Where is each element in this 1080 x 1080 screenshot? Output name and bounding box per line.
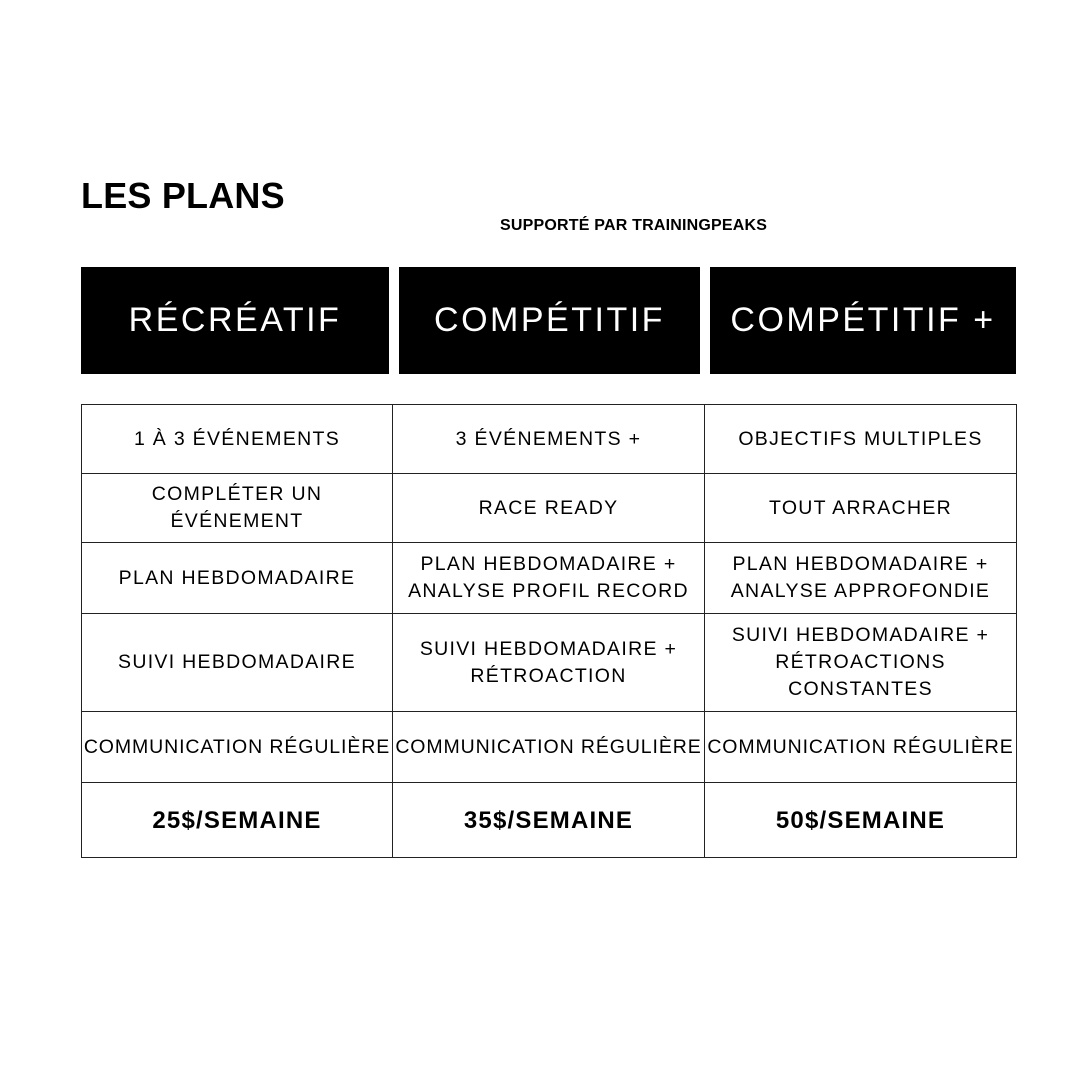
- table-row-plan: [82, 543, 1017, 614]
- table-row-price: [82, 783, 1017, 858]
- cell-competitif-events: 3 ÉVÉNEMENTS +: [393, 405, 705, 474]
- plan-header-competitif-plus: COMPÉTITIF +: [710, 267, 1016, 374]
- cell-competitif-plan: PLAN HEBDOMADAIRE + ANALYSE PROFIL RECORD: [393, 543, 705, 614]
- table-row-follow-up: [82, 614, 1017, 712]
- cell-recreatif-events: 1 À 3 ÉVÉNEMENTS: [82, 405, 393, 474]
- table-row-events: [82, 405, 1017, 474]
- supported-by-label: SUPPORTÉ PAR TRAININGPEAKS: [500, 217, 768, 234]
- cell-competitif-plus-plan: PLAN HEBDOMADAIRE + ANALYSE APPROFONDIE: [705, 543, 1017, 614]
- page-title: LES PLANS: [81, 175, 285, 216]
- plans-comparison-table: [81, 404, 1017, 858]
- cell-recreatif-goal: COMPLÉTER UN ÉVÉNEMENT: [82, 474, 393, 543]
- plan-header-recreatif: RÉCRÉATIF: [81, 267, 389, 374]
- cell-recreatif-follow-up: SUIVI HEBDOMADAIRE: [82, 614, 393, 712]
- cell-competitif-follow-up: SUIVI HEBDOMADAIRE + RÉTROACTION: [393, 614, 705, 712]
- cell-recreatif-communication: COMMUNICATION RÉGULIÈRE: [82, 712, 393, 783]
- cell-recreatif-plan: PLAN HEBDOMADAIRE: [82, 543, 393, 614]
- table-row-communication: [82, 712, 1017, 783]
- cell-competitif-communication: COMMUNICATION RÉGULIÈRE: [393, 712, 705, 783]
- price-recreatif: 25$/SEMAINE: [82, 783, 393, 858]
- cell-competitif-plus-goal: TOUT ARRACHER: [705, 474, 1017, 543]
- cell-competitif-plus-communication: COMMUNICATION RÉGULIÈRE: [705, 712, 1017, 783]
- cell-competitif-goal: RACE READY: [393, 474, 705, 543]
- table-row-goal: [82, 474, 1017, 543]
- cell-competitif-plus-events: OBJECTIFS MULTIPLES: [705, 405, 1017, 474]
- price-competitif-plus: 50$/SEMAINE: [705, 783, 1017, 858]
- cell-competitif-plus-follow-up: SUIVI HEBDOMADAIRE + RÉTROACTIONS CONSTANTES: [705, 614, 1017, 712]
- plan-header-competitif: COMPÉTITIF: [399, 267, 700, 374]
- price-competitif: 35$/SEMAINE: [393, 783, 705, 858]
